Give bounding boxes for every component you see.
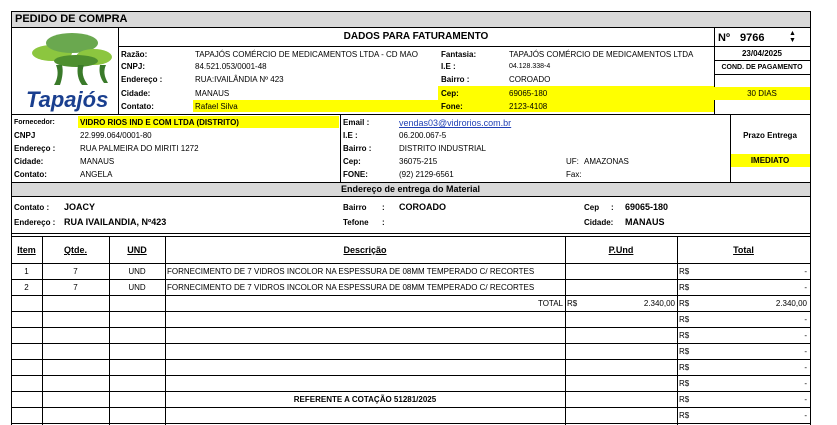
supplier-bairro: DISTRITO INDUSTRIAL — [399, 144, 486, 153]
delivery-contato: JOACY — [64, 202, 96, 212]
cell-total-cur: R$ — [679, 379, 690, 388]
logo-text: Tapajós — [26, 87, 109, 112]
cell-descricao: REFERENTE A COTAÇÃO 51281/2025 — [293, 395, 437, 404]
buyer-contato: Rafael Silva — [195, 102, 238, 111]
delivery-endereco-label: Endereço : — [14, 218, 56, 227]
cell-qtde: 7 — [73, 267, 78, 276]
cell-item: 1 — [24, 267, 29, 276]
cell-total-cur: R$ — [679, 267, 690, 276]
cell-total: - — [804, 379, 807, 388]
buyer-fantasia: TAPAJÓS COMÉRCIO DE MEDICAMENTOS LTDA — [509, 50, 694, 59]
supplier-cnpj: 22.999.064/0001-80 — [80, 131, 152, 140]
delivery-cep-colon: : — [611, 203, 614, 212]
supplier-cidade-label: Cidade: — [14, 157, 44, 166]
billing-title: DADOS PARA FATURAMENTO — [343, 31, 489, 42]
order-number-label: Nº — [718, 32, 730, 44]
cell-descricao: TOTAL — [537, 299, 563, 308]
cell-total-cur: R$ — [679, 331, 690, 340]
buyer-fone-label: Fone: — [441, 102, 463, 111]
company-logo — [16, 31, 116, 113]
cell-total-cur: R$ — [679, 363, 690, 372]
delivery-bairro: COROADO — [399, 202, 446, 212]
order-number: 9766 — [740, 32, 765, 44]
delivery-contato-label: Contato : — [14, 203, 50, 212]
buyer-bairro: COROADO — [509, 75, 551, 84]
column-header-total: Total — [733, 245, 754, 255]
cell-total: - — [804, 411, 807, 420]
delivery-cidade-label: Cidade: — [584, 218, 614, 227]
buyer-cnpj-label: CNPJ: — [121, 62, 146, 71]
cell-item: 2 — [24, 283, 29, 292]
cell-total-cur: R$ — [679, 395, 690, 404]
delivery-cep: 69065-180 — [625, 202, 669, 212]
delivery-telefone-label: Tefone — [343, 218, 369, 227]
column-header-punit: P.Und — [608, 245, 634, 255]
buyer-cidade: MANAUS — [195, 89, 230, 98]
supplier-fornecedor: VIDRO RIOS IND E COM LTDA (DISTRITO) — [80, 118, 239, 127]
supplier-uf-label: UF: — [566, 157, 579, 166]
column-header-descricao: Descrição — [343, 245, 387, 255]
supplier-fornecedor-label: Fornecedor: — [14, 119, 55, 126]
supplier-email-link[interactable]: vendas03@vidrorios.com.br — [399, 118, 512, 128]
payment-condition-label: COND. DE PAGAMENTO — [721, 64, 803, 71]
delivery-bairro-label: Bairro — [343, 203, 367, 212]
buyer-ie-label: I.E : — [441, 62, 456, 71]
cell-punit-cur: R$ — [567, 299, 578, 308]
order-date: 23/04/2025 — [741, 49, 783, 58]
supplier-contato-label: Contato: — [14, 170, 47, 179]
page-title: PEDIDO DE COMPRA — [15, 13, 128, 25]
buyer-razao-label: Razão: — [121, 50, 148, 59]
delivery-title: Endereço de entrega do Material — [340, 184, 481, 194]
buyer-contato-label: Contato: — [121, 102, 154, 111]
column-header-item: Item — [17, 245, 36, 255]
column-header-und: UND — [127, 245, 147, 255]
cell-qtde: 7 — [73, 283, 78, 292]
supplier-endereco-label: Endereço : — [14, 144, 56, 153]
supplier-ie-label: I.E : — [343, 131, 358, 140]
buyer-fone: 2123-4108 — [509, 102, 548, 111]
chevron-down-icon[interactable]: ▼ — [789, 37, 796, 44]
supplier-endereco: RUA PALMEIRA DO MIRITI 1272 — [80, 144, 199, 153]
buyer-endereco: RUA:IVAILÂNDIA Nº 423 — [195, 75, 284, 84]
cell-punit: 2.340,00 — [643, 299, 675, 308]
cell-und: UND — [128, 267, 146, 276]
delivery-endereco: RUA IVAILANDIA, Nº423 — [64, 217, 167, 227]
delivery-cep-label: Cep — [584, 203, 600, 212]
title-bar — [11, 11, 810, 27]
supplier-email-label: Email : — [343, 118, 370, 127]
cell-total: - — [804, 331, 807, 340]
buyer-cep-label: Cep: — [441, 89, 459, 98]
buyer-cep: 69065-180 — [509, 89, 548, 98]
cell-total: - — [804, 363, 807, 372]
buyer-bairro-label: Bairro : — [441, 75, 470, 84]
cell-total: - — [804, 347, 807, 356]
delivery-bairro-colon: : — [382, 203, 385, 212]
cell-total: - — [804, 395, 807, 404]
buyer-ie: 04.128.338-4 — [509, 63, 551, 70]
supplier-ie: 06.200.067-5 — [399, 131, 447, 140]
buyer-cep-fone-highlight — [438, 86, 714, 112]
delivery-telefone-colon: : — [382, 218, 385, 227]
delivery-cidade: MANAUS — [625, 217, 665, 227]
column-header-qtde: Qtde. — [63, 245, 87, 255]
supplier-fax-label: Fax: — [566, 170, 582, 179]
buyer-endereco-label: Endereço : — [121, 75, 163, 84]
order-number-spinner[interactable] — [786, 30, 800, 45]
supplier-cidade: MANAUS — [80, 157, 115, 166]
chevron-up-icon[interactable]: ▲ — [789, 30, 796, 37]
supplier-cnpj-label: CNPJ — [14, 131, 36, 140]
supplier-fone: (92) 2129-6561 — [399, 170, 454, 179]
cell-total: - — [804, 315, 807, 324]
cell-total: - — [804, 267, 807, 276]
buyer-fantasia-label: Fantasia: — [441, 50, 477, 59]
supplier-cep: 36075-215 — [399, 157, 438, 166]
supplier-fone-label: FONE: — [343, 170, 368, 179]
payment-condition-value: 30 DIAS — [747, 89, 777, 98]
cell-total-cur: R$ — [679, 283, 690, 292]
cell-total-cur: R$ — [679, 315, 690, 324]
supplier-uf: AMAZONAS — [584, 157, 629, 166]
buyer-cnpj: 84.521.053/0001-48 — [195, 62, 267, 71]
cell-und: UND — [128, 283, 146, 292]
cell-descricao: FORNECIMENTO DE 7 VIDROS INCOLOR NA ESPESSURA DE 08MM TEMPERADO C/ RECORTES — [167, 283, 535, 292]
delivery-term-label: Prazo Entrega — [743, 131, 797, 140]
buyer-razao: TAPAJÓS COMÉRCIO DE MEDICAMENTOS LTDA - CD MAO — [195, 50, 418, 59]
delivery-term-value: IMEDIATO — [750, 156, 790, 165]
supplier-contato: ANGELA — [80, 170, 113, 179]
supplier-cep-label: Cep: — [343, 157, 361, 166]
cell-total-cur: R$ — [679, 411, 690, 420]
cell-descricao: FORNECIMENTO DE 7 VIDROS INCOLOR NA ESPESSURA DE 08MM TEMPERADO C/ RECORTES — [167, 267, 535, 276]
cell-total-cur: R$ — [679, 347, 690, 356]
cell-total: 2.340,00 — [775, 299, 807, 308]
buyer-cidade-label: Cidade: — [121, 89, 151, 98]
cell-total: - — [804, 283, 807, 292]
supplier-bairro-label: Bairro : — [343, 144, 372, 153]
cell-total-cur: R$ — [679, 299, 690, 308]
